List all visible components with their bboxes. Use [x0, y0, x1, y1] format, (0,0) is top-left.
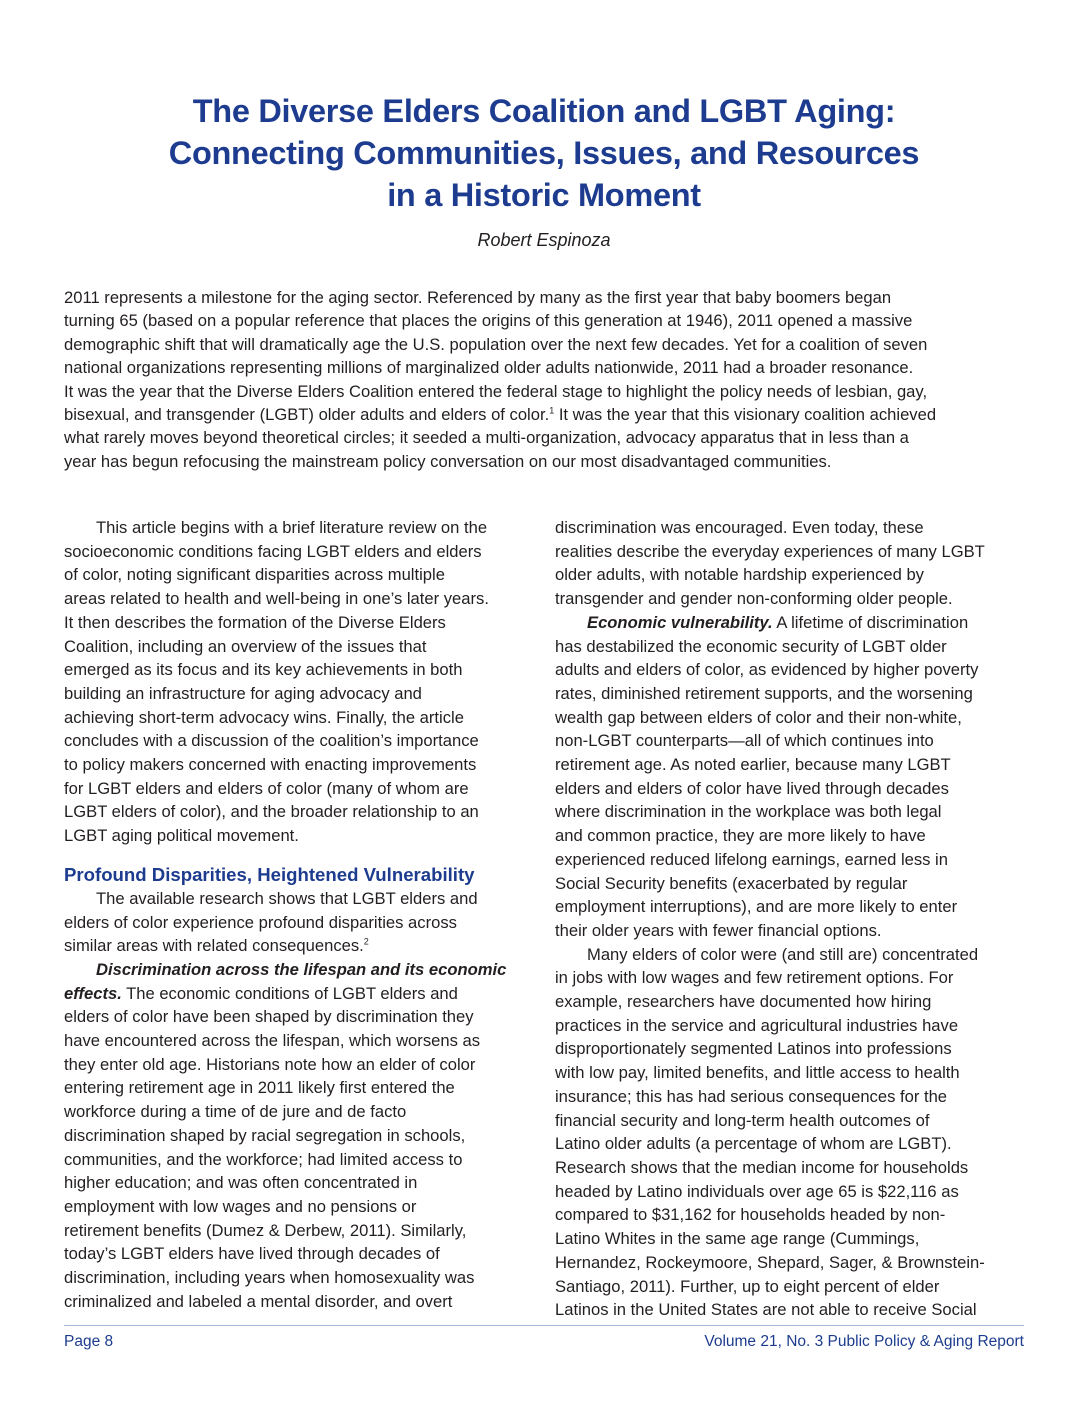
page-number: Page 8	[64, 1333, 114, 1350]
body-line: discrimination was encouraged. Even today, these	[555, 518, 924, 537]
abstract-line: 2011 represents a milestone for the aging sector. Referenced by many as the first year that baby boomers began	[64, 288, 892, 307]
body-line	[64, 982, 544, 1006]
body-line	[555, 611, 1030, 635]
publication-info: Volume 21, No. 3 Public Policy & Aging Report	[704, 1333, 1024, 1350]
body-line: headed by Latino individuals over age 65 is $22,116 as	[555, 1181, 959, 1201]
footnote-ref-1: 1	[549, 405, 555, 416]
body-line: Research shows that the median income for households	[555, 1157, 969, 1177]
body-line: disproportionately segmented Latinos into professions	[555, 1039, 952, 1059]
body-line: transgender and gender non-conforming older people.	[555, 589, 953, 609]
body-line: employment interruptions), and are more likely to enter	[555, 897, 958, 917]
body-line: discrimination, including years when homosexuality was	[64, 1268, 475, 1288]
title-line: in a Historic Moment	[387, 177, 701, 213]
body-line: wealth gap between elders of color and their non-white,	[555, 707, 962, 727]
body-line: workforce during a time of de jure and de facto	[64, 1102, 407, 1122]
body-line: This article begins with a brief literature review on the	[96, 518, 488, 537]
body-line: realities describe the everyday experiences of many LGBT	[555, 541, 985, 561]
body-line: elders and elders of color have lived through decades	[555, 778, 949, 798]
abstract-line	[64, 403, 1034, 426]
body-line: today’s LGBT elders have lived through decades of	[64, 1244, 440, 1264]
footnote-ref-2: 2	[363, 936, 369, 947]
abstract-text: It was the year that this visionary coalition achieved	[554, 405, 937, 425]
body-line: rates, diminished retirement supports, and the worsening	[555, 683, 973, 703]
left-column	[64, 516, 544, 1314]
body-line: and common practice, they are more likely to have	[555, 826, 926, 846]
article-title	[0, 90, 1088, 216]
body-line: have encountered across the lifespan, which worsens as	[64, 1031, 481, 1051]
body-line: areas related to health and well-being in one’s later years.	[64, 589, 489, 609]
body-line: communities, and the workforce; had limited access to	[64, 1149, 463, 1169]
body-line: employment with low wages and no pensions or	[64, 1196, 417, 1216]
body-line: Hernandez, Rockeymoore, Shepard, Sager, & Brownstein-	[555, 1252, 985, 1272]
body-line: It then describes the formation of the Diverse Elders	[64, 612, 446, 632]
body-line: older adults, with notable hardship experienced by	[555, 565, 924, 585]
body-line: in jobs with low wages and few retirement options. For	[555, 968, 954, 988]
subheading-discrimination-end: effects.	[64, 983, 122, 1003]
body-line: concludes with a discussion of the coalition’s importance	[64, 731, 479, 751]
body-line: higher education; and was often concentrated in	[64, 1173, 418, 1193]
body-line: insurance; this has had serious consequences for the	[555, 1086, 948, 1106]
abstract-line: turning 65 (based on a popular reference that places the origins of this generation at 1946), 2011 opened a massive	[64, 311, 913, 331]
right-column	[555, 516, 1030, 1322]
abstract-line: demographic shift that will dramatically age the U.S. population over the next few decades. Yet for a coalition of seven	[64, 334, 928, 354]
body-line: Social Security benefits (exacerbated by regular	[555, 873, 908, 893]
body-text: similar areas with related consequences.	[64, 936, 364, 956]
section-heading: Profound Disparities, Heightened Vulnerability	[64, 863, 475, 885]
abstract-text: bisexual, and transgender (LGBT) older adults and elders of color.	[64, 405, 550, 425]
body-line: elders of color have been shaped by discrimination they	[64, 1007, 474, 1027]
body-line: criminalized and labeled a mental disorder, and overt	[64, 1291, 453, 1311]
body-line: financial security and long-term health outcomes of	[555, 1110, 930, 1130]
body-line: achieving short-term advocacy wins. Finally, the article	[64, 707, 464, 727]
body-line: where discrimination in the workplace was both legal	[555, 802, 942, 822]
footer-divider	[64, 1325, 1024, 1326]
body-line: example, researchers have documented how hiring	[555, 992, 932, 1012]
body-line: elders of color experience profound disparities across	[64, 912, 457, 932]
body-line: their older years with fewer financial options.	[555, 920, 882, 940]
body-text: The economic conditions of LGBT elders and	[121, 983, 458, 1003]
body-line: entering retirement age in 2011 likely first entered the	[64, 1078, 455, 1098]
body-line	[64, 934, 544, 958]
abstract-line: year has begun refocusing the mainstream policy conversation on our most disadvantaged communities.	[64, 451, 832, 471]
abstract-line: It was the year that the Diverse Elders Coalition entered the federal stage to highlight the policy needs of lesbian, gay,	[64, 381, 928, 401]
body-line: compared to $31,162 for households headed by non-	[555, 1205, 946, 1225]
author-byline: Robert Espinoza	[477, 230, 611, 250]
body-line: non-LGBT counterparts—all of which continues into	[555, 731, 934, 751]
body-line: discrimination shaped by racial segregation in schools,	[64, 1125, 466, 1145]
body-line: LGBT elders of color), and the broader relationship to an	[64, 802, 479, 822]
abstract	[64, 286, 1034, 473]
body-line: The available research shows that LGBT elders and	[96, 888, 478, 908]
body-line: emerged as its focus and its key achievements in both	[64, 660, 463, 680]
subheading-discrimination: Discrimination across the lifespan and its economic	[96, 959, 507, 979]
body-line: of color, noting significant disparities across multiple	[64, 565, 445, 585]
body-line: socioeconomic conditions facing LGBT elders and elders	[64, 541, 482, 561]
abstract-line: what rarely moves beyond theoretical circles; it seeded a multi-organization, advocacy apparatus that in less than a	[64, 428, 909, 448]
body-line: to policy makers concerned with enacting improvements	[64, 755, 477, 775]
body-text: A lifetime of discrimination	[772, 612, 969, 632]
body-line: Latinos in the United States are not able to receive Social	[555, 1300, 977, 1320]
body-line: adults and elders of color, as evidenced by higher poverty	[555, 660, 979, 680]
body-line: Many elders of color were (and still are) concentrated	[587, 944, 979, 964]
body-line: has destabilized the economic security of LGBT older	[555, 636, 947, 656]
body-line: retirement benefits (Dumez & Derbew, 2011). Similarly,	[64, 1220, 467, 1240]
body-line: with low pay, limited benefits, and little access to health	[555, 1063, 960, 1083]
subheading-economic: Economic vulnerability.	[587, 612, 773, 632]
body-line: LGBT aging political movement.	[64, 826, 299, 846]
abstract-line: national organizations representing millions of marginalized older adults nationwide, 2011 had a broader resonance.	[64, 358, 914, 378]
body-line: retirement age. As noted earlier, because many LGBT	[555, 755, 951, 775]
body-line: experienced reduced lifelong earnings, earned less in	[555, 849, 948, 869]
title-line: The Diverse Elders Coalition and LGBT Aging:	[192, 93, 896, 129]
body-line: practices in the service and agricultural industries have	[555, 1015, 959, 1035]
body-line: Latino older adults (a percentage of whom are LGBT).	[555, 1134, 952, 1154]
body-line: Santiago, 2011). Further, up to eight percent of elder	[555, 1276, 940, 1296]
body-line: they enter old age. Historians note how an elder of color	[64, 1054, 476, 1074]
body-line: building an infrastructure for aging advocacy and	[64, 683, 422, 703]
title-line: Connecting Communities, Issues, and Resources	[168, 135, 920, 171]
body-line: Latino Whites in the same age range (Cummings,	[555, 1229, 920, 1249]
body-line: Coalition, including an overview of the issues that	[64, 636, 427, 656]
body-line: for LGBT elders and elders of color (many of whom are	[64, 778, 469, 798]
